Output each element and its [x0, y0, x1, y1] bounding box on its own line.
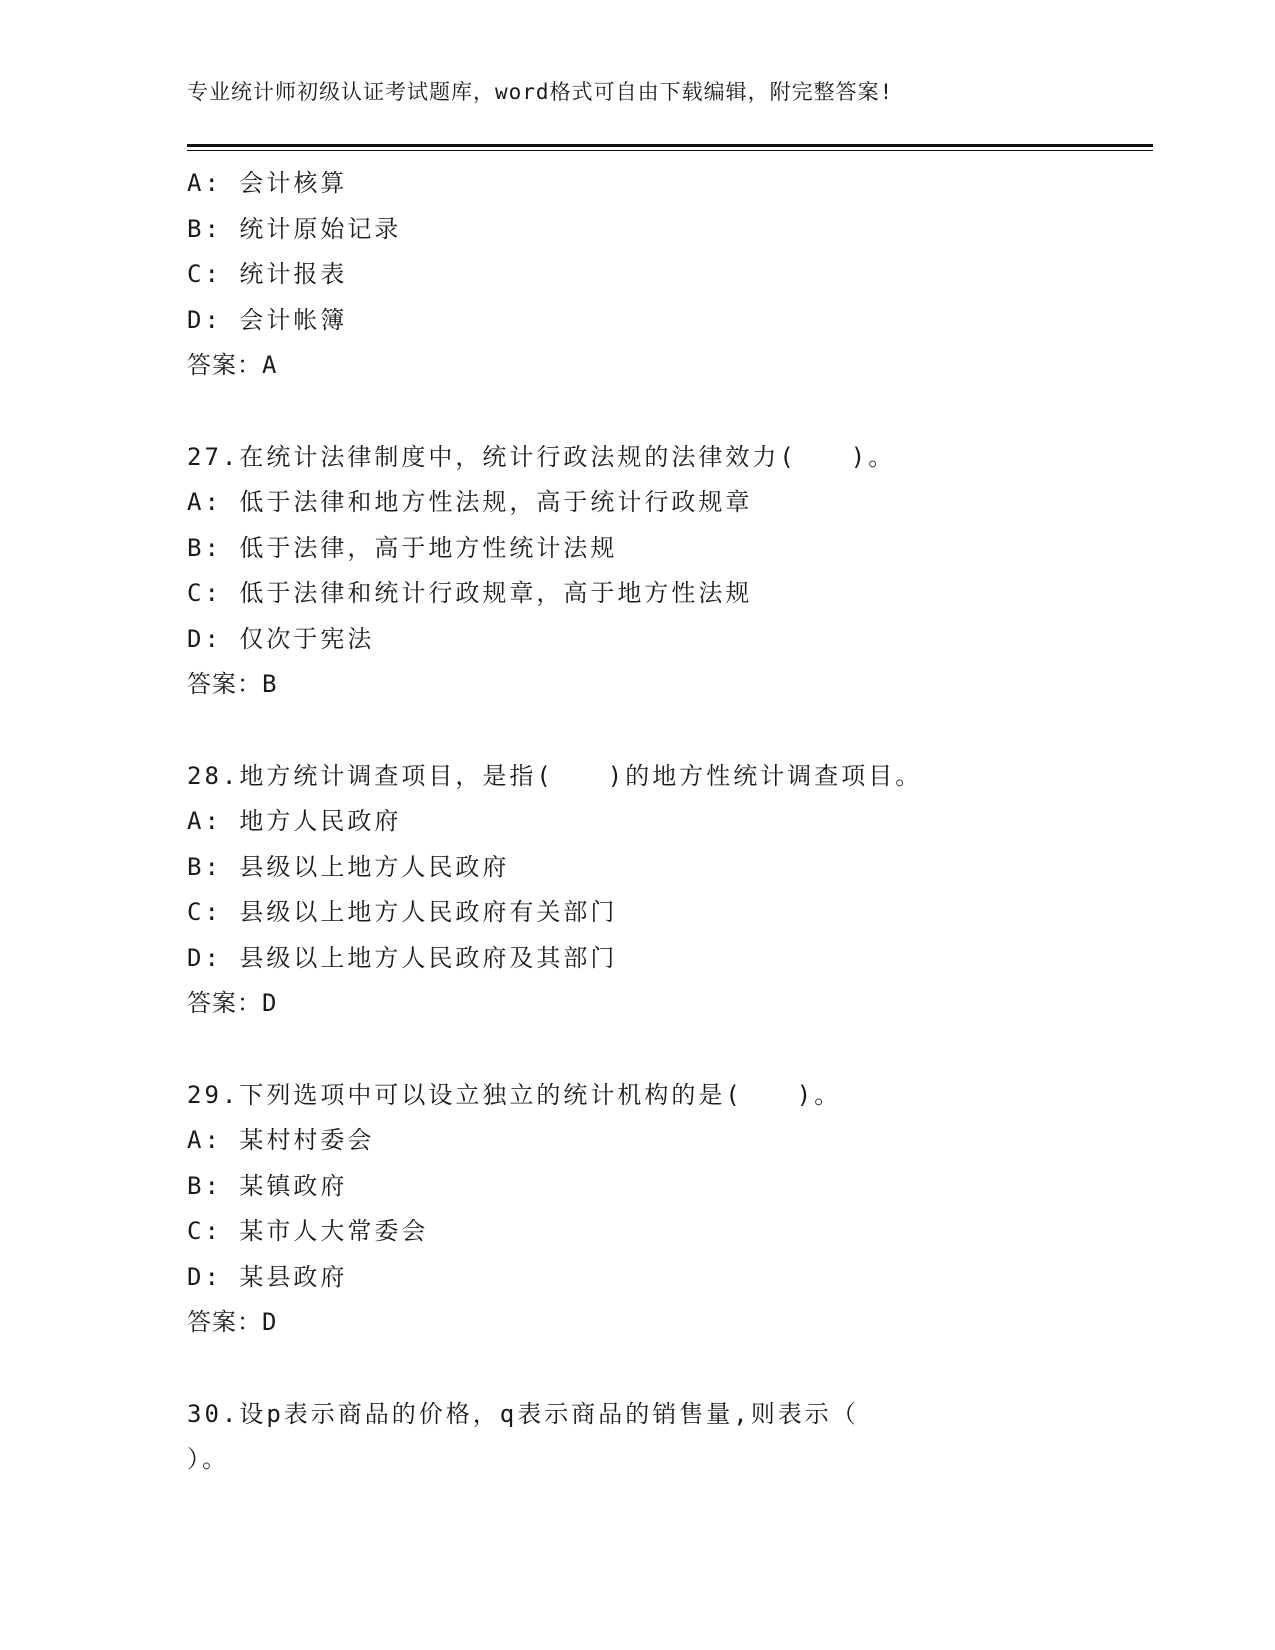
question-stem: 27.在统计法律制度中，统计行政法规的法律效力( )。 [187, 442, 896, 471]
option-a: A: 会计核算 [187, 169, 348, 197]
option-c: C: 某市人大常委会 [187, 1217, 429, 1245]
option-a: A: 低于法律和地方性法规，高于统计行政规章 [187, 488, 753, 516]
option-d: D: 县级以上地方人民政府及其部门 [187, 943, 618, 972]
answer-label: 答案： [187, 1308, 262, 1336]
option-d: D: 某县政府 [187, 1262, 348, 1291]
answer-value: D [262, 1308, 278, 1336]
option-a: A: 地方人民政府 [187, 807, 402, 835]
option-d: D: 会计帐簿 [187, 305, 348, 334]
answer-value: A [262, 351, 278, 379]
answer-line [187, 981, 1153, 1027]
answer-label: 答案： [187, 989, 262, 1017]
option-b: B: 低于法律，高于地方性统计法规 [187, 533, 618, 562]
answer-line [187, 662, 1153, 708]
question-stem: 29.下列选项中可以设立独立的统计机构的是( )。 [187, 1080, 842, 1109]
page-header: 专业统计师初级认证考试题库，word格式可自由下载编辑，附完整答案! [187, 80, 894, 104]
question-block [187, 161, 1153, 389]
question-stem: 28.地方统计调查项目，是指( )的地方性统计调查项目。 [187, 761, 923, 790]
option-a: A: 某村村委会 [187, 1126, 375, 1154]
answer-line [187, 343, 1153, 389]
header-divider-thin [187, 150, 1153, 151]
option-b: B: 统计原始记录 [187, 214, 402, 243]
option-d: D: 仅次于宪法 [187, 624, 375, 653]
question-block [187, 1392, 1153, 1483]
answer-line [187, 1300, 1153, 1346]
option-b: B: 某镇政府 [187, 1171, 348, 1200]
answer-label: 答案： [187, 351, 262, 379]
question-list [187, 161, 1153, 1483]
option-b: B: 县级以上地方人民政府 [187, 852, 510, 881]
answer-label: 答案： [187, 670, 262, 698]
option-c: C: 低于法律和统计行政规章，高于地方性法规 [187, 579, 753, 607]
question-stem: 30.设p表示商品的价格，q表示商品的销售量,则表示（ [187, 1399, 859, 1428]
question-block [187, 1073, 1153, 1346]
answer-value: B [262, 670, 278, 698]
option-c: C: 统计报表 [187, 260, 348, 288]
answer-value: D [262, 989, 278, 1017]
header-divider [187, 144, 1153, 147]
option-c: C: 县级以上地方人民政府有关部门 [187, 898, 618, 926]
question-block [187, 435, 1153, 708]
question-block [187, 754, 1153, 1027]
question-stem-continued: ）。 [187, 1445, 229, 1473]
